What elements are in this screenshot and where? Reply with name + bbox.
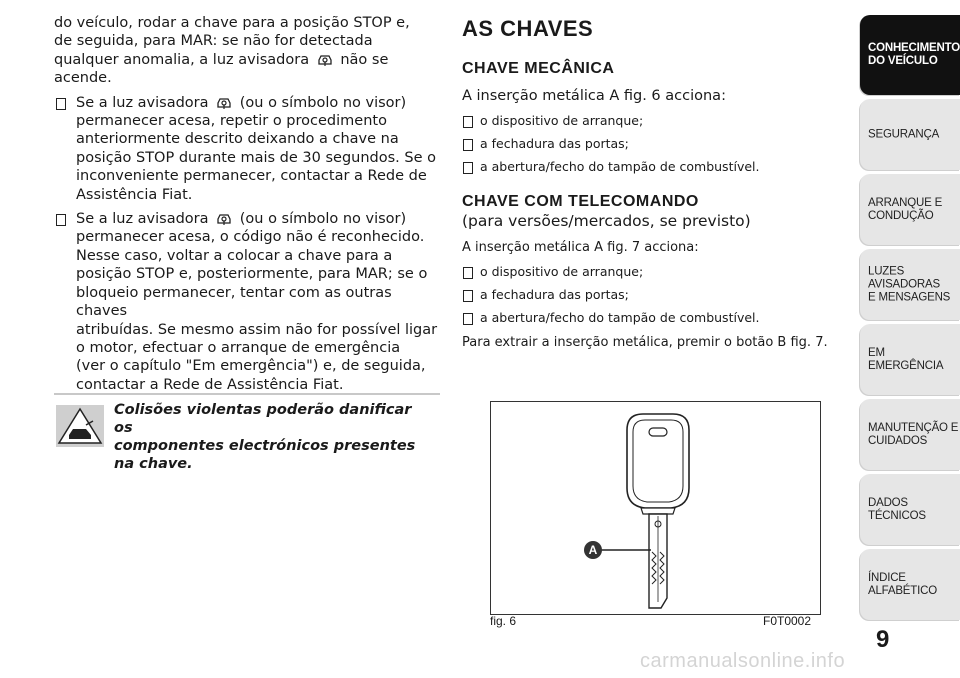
bullet-box-icon — [463, 162, 473, 174]
mechanical-key-text: A inserção metálica A fig. 6 acciona: — [462, 88, 726, 104]
intro-paragraph: do veículo, rodar a chave para a posição STOP e, de seguida, para MAR: se não for detectada qualquer anomalia, a luz avisadora não se acende. — [54, 15, 410, 87]
figure-caption: fig. 6 — [490, 614, 517, 628]
mechanical-key-illustration — [491, 402, 820, 614]
warning-triangle-icon — [56, 405, 104, 447]
immobilizer-lamp-icon — [316, 51, 334, 67]
list-item: a abertura/fecho do tampão de combustível. — [462, 159, 842, 175]
tab-luzes-avisadoras[interactable]: LUZES AVISADORAS E MENSAGENS — [860, 249, 960, 320]
bullet-box-icon — [463, 116, 473, 128]
warning-note — [54, 393, 440, 472]
figure-code: F0T0002 — [763, 614, 812, 628]
page-number: 9 — [876, 626, 890, 653]
chapter-tabs — [860, 15, 960, 624]
left-column — [54, 14, 440, 394]
label-a: A — [588, 543, 598, 557]
tab-em-emergencia[interactable]: EM EMERGÊNCIA — [860, 324, 960, 395]
section-title: AS CHAVES — [462, 16, 594, 41]
tab-seguranca[interactable]: SEGURANÇA — [860, 99, 960, 170]
list-item: a fechadura das portas; — [462, 136, 842, 152]
remote-key-subtitle: (para versões/mercados, se previsto) — [462, 212, 751, 230]
list-item: a fechadura das portas; — [462, 287, 842, 303]
bullet-box-icon — [463, 139, 473, 151]
tab-indice-alfabetico[interactable]: ÍNDICE ALFABÉTICO — [860, 549, 960, 620]
divider — [54, 393, 440, 395]
bullet-box-icon — [463, 290, 473, 302]
immobilizer-lamp-icon — [215, 94, 233, 110]
warning-text: Colisões violentas poderão danificar os componentes electrónicos presentes na chave. — [114, 402, 416, 472]
extract-instruction: Para extrair a inserção metálica, premir o botão B fig. 7. — [462, 335, 828, 350]
tab-arranque-e-conducao[interactable]: ARRANQUE E CONDUÇÃO — [860, 174, 960, 245]
remote-key-text: A inserção metálica A fig. 7 acciona: — [462, 240, 699, 255]
mechanical-key-heading: CHAVE MECÂNICA — [462, 60, 615, 77]
bullet-box-icon — [463, 313, 473, 325]
bullet-box-icon — [56, 214, 66, 226]
list-item: o dispositivo de arranque; — [462, 264, 842, 280]
remote-key-heading: CHAVE COM TELECOMANDO — [462, 193, 699, 210]
bullet-code-not-recognised: Se a luz avisadora (ou o símbolo no visor) permanecer acesa, o código não é reconhecido. Nesse caso, voltar a colocar a chave para a posição STOP e, posteriormente, para MAR; se o bloqueio permanecer, tentar com as outras chaves atribuídas. Se mesmo assim não for possível ligar o motor, efectuar o arranque de emergência (ver o capítulo "Em emergência") e, de seguida, contactar a Rede de Assistência Fiat. — [54, 210, 440, 394]
list-item: o dispositivo de arranque; — [462, 113, 842, 129]
watermark: carmanualsonline.info — [640, 650, 846, 672]
key-figure — [490, 401, 821, 615]
tab-manutencao[interactable]: MANUTENÇÃO E CUIDADOS — [860, 399, 960, 470]
tab-conhecimento-do-veiculo[interactable]: CONHECIMENTO DO VEÍCULO — [860, 15, 960, 95]
tab-dados-tecnicos[interactable]: DADOS TÉCNICOS — [860, 474, 960, 545]
middle-column — [462, 16, 842, 352]
bullet-lamp-on-stop: Se a luz avisadora (ou o símbolo no visor) permanecer acesa, repetir o procedimento anteriormente descrito deixando a chave na posição STOP durante mais de 30 segundos. Se o inconveniente permanecer, contactar a Rede de Assistência Fiat. — [54, 94, 440, 204]
immobilizer-lamp-icon — [215, 210, 233, 226]
list-item: a abertura/fecho do tampão de combustível. — [462, 310, 842, 326]
bullet-box-icon — [463, 267, 473, 279]
bullet-box-icon — [56, 98, 66, 110]
